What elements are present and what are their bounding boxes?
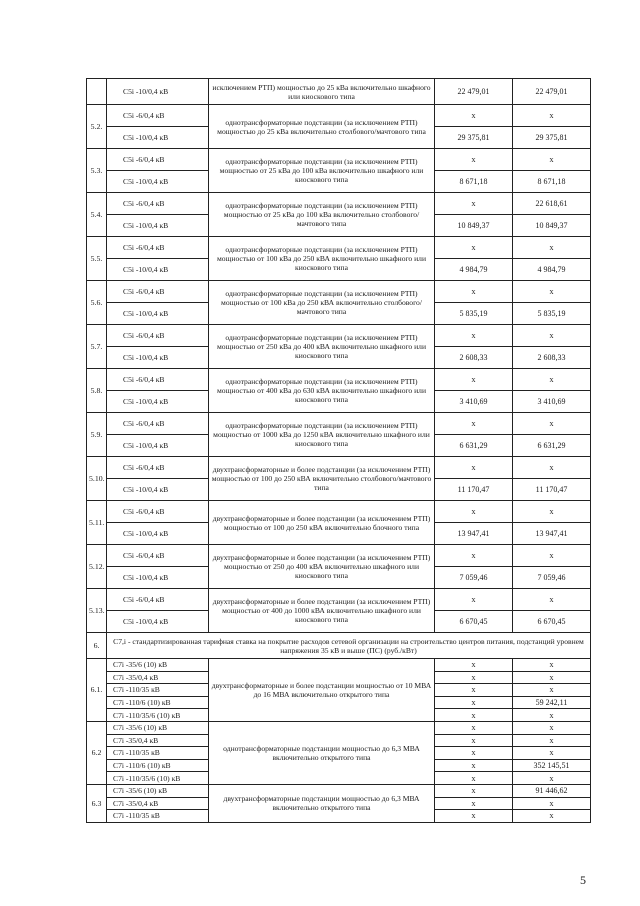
table-row bbox=[87, 281, 591, 303]
table-row bbox=[87, 659, 591, 672]
tariff-code-cell: С5i -6/0,4 кВ bbox=[107, 281, 209, 303]
description-cell: двухтрансформаторные и более подстанции (за исключением РТП) мощностью от 100 до 250 кВА включительно столбового/мачтового типа bbox=[209, 457, 435, 501]
value-cell: x bbox=[435, 149, 513, 171]
value-cell: x bbox=[435, 797, 513, 810]
value-cell: x bbox=[435, 545, 513, 567]
value-cell: x bbox=[513, 709, 591, 722]
description-cell: однотрансформаторные подстанции (за исключением РТП) мощностью от 250 кВа до 400 кВА включительно шкафного или киоскового типа bbox=[209, 325, 435, 369]
value-cell: x bbox=[435, 659, 513, 672]
value-cell: 5 835,19 bbox=[513, 303, 591, 325]
description-cell: однотрансформаторные подстанции (за исключением РТП) мощностью от 1000 кВа до 1250 кВА включительно шкафного или киоскового типа bbox=[209, 413, 435, 457]
value-cell: x bbox=[513, 457, 591, 479]
value-cell: x bbox=[435, 696, 513, 709]
value-cell: x bbox=[513, 810, 591, 823]
value-cell: x bbox=[435, 759, 513, 772]
row-number-cell: 5.6. bbox=[87, 281, 107, 325]
section-title: С7,i - стандартизированная тарифная ставка на покрытие расходов сетевой организации на строительство центров питания, подстанций уровнем напряжения 35 кВ и выше (ПС) (руб./кВт) bbox=[107, 633, 591, 659]
value-cell: x bbox=[513, 747, 591, 760]
value-cell: x bbox=[435, 237, 513, 259]
value-cell: 6 631,29 bbox=[513, 435, 591, 457]
row-number-cell: 5.11. bbox=[87, 501, 107, 545]
description-cell: однотрансформаторные подстанции (за исключением РТП) мощностью от 400 кВа до 630 кВА включительно шкафного или киоскового типа bbox=[209, 369, 435, 413]
value-cell: 3 410,69 bbox=[513, 391, 591, 413]
value-cell: x bbox=[513, 772, 591, 785]
page-number: 5 bbox=[580, 873, 586, 887]
row-number-cell: 5.7. bbox=[87, 325, 107, 369]
tariff-code-cell: С5i -10/0,4 кВ bbox=[107, 391, 209, 413]
value-cell: 7 059,46 bbox=[435, 567, 513, 589]
description-cell: однотрансформаторные подстанции мощностью до 6,3 МВА включительно открытого типа bbox=[209, 721, 435, 784]
value-cell: x bbox=[435, 734, 513, 747]
value-cell: x bbox=[513, 797, 591, 810]
table-row bbox=[87, 589, 591, 611]
row-number-cell: 5.5. bbox=[87, 237, 107, 281]
value-cell: x bbox=[435, 457, 513, 479]
tariff-code-cell: С7i -110/35 кВ bbox=[107, 747, 209, 760]
value-cell: x bbox=[513, 501, 591, 523]
value-cell: 5 835,19 bbox=[435, 303, 513, 325]
tariff-code-cell: С5i -6/0,4 кВ bbox=[107, 105, 209, 127]
description-cell: исключением РТП) мощностью до 25 кВа включительно шкафного или киоскового типа bbox=[209, 79, 435, 105]
value-cell: x bbox=[513, 237, 591, 259]
tariff-code-cell: С7i -110/6 (10) кВ bbox=[107, 696, 209, 709]
value-cell: 6 631,29 bbox=[435, 435, 513, 457]
table-row bbox=[87, 149, 591, 171]
row-number-cell: 5.4. bbox=[87, 193, 107, 237]
tariff-code-cell: С5i -6/0,4 кВ bbox=[107, 369, 209, 391]
tariff-code-cell: С5i -6/0,4 кВ bbox=[107, 325, 209, 347]
tariff-code-cell: С5i -10/0,4 кВ bbox=[107, 479, 209, 501]
value-cell: x bbox=[435, 772, 513, 785]
description-cell: двухтрансформаторные и более подстанции мощностью от 10 МВА до 16 МВА включительно открытого типа bbox=[209, 659, 435, 722]
value-cell: 29 375,81 bbox=[513, 127, 591, 149]
tariff-code-cell: С7i -110/6 (10) кВ bbox=[107, 759, 209, 772]
description-cell: двухтрансформаторные подстанции мощностью до 6,3 МВА включительно открытого типа bbox=[209, 784, 435, 822]
tariff-code-cell: С5i -10/0,4 кВ bbox=[107, 347, 209, 369]
tariff-code-cell: С5i -6/0,4 кВ bbox=[107, 457, 209, 479]
row-number-cell: 6.3 bbox=[87, 784, 107, 822]
row-number-cell: 5.10. bbox=[87, 457, 107, 501]
table-row bbox=[87, 193, 591, 215]
table-row bbox=[87, 413, 591, 435]
table-row bbox=[87, 79, 591, 105]
value-cell: 13 947,41 bbox=[513, 523, 591, 545]
table-row bbox=[87, 457, 591, 479]
value-cell: 3 410,69 bbox=[435, 391, 513, 413]
tariff-table bbox=[86, 78, 591, 823]
value-cell: x bbox=[513, 671, 591, 684]
value-cell: 6 670,45 bbox=[513, 611, 591, 633]
value-cell: 8 671,18 bbox=[513, 171, 591, 193]
tariff-code-cell: С5i -10/0,4 кВ bbox=[107, 567, 209, 589]
value-cell: 11 170,47 bbox=[513, 479, 591, 501]
row-number-cell: 5.13. bbox=[87, 589, 107, 633]
tariff-code-cell: С5i -10/0,4 кВ bbox=[107, 435, 209, 457]
value-cell: x bbox=[513, 105, 591, 127]
tariff-code-cell: С7i -110/35 кВ bbox=[107, 684, 209, 697]
tariff-code-cell: С5i -10/0,4 кВ bbox=[107, 259, 209, 281]
description-cell: двухтрансформаторные и более подстанции (за исключением РТП) мощностью от 250 до 400 кВА включительно шкафного или киоскового типа bbox=[209, 545, 435, 589]
description-cell: однотрансформаторные подстанции (за исключением РТП) мощностью от 100 кВа до 250 кВА включительно столбового/мачтового типа bbox=[209, 281, 435, 325]
tariff-code-cell: С5i -6/0,4 кВ bbox=[107, 545, 209, 567]
value-cell: 2 608,33 bbox=[513, 347, 591, 369]
tariff-code-cell: С5i -6/0,4 кВ bbox=[107, 193, 209, 215]
tariff-code-cell: С5i -10/0,4 кВ bbox=[107, 611, 209, 633]
table-row bbox=[87, 721, 591, 734]
value-cell: x bbox=[513, 545, 591, 567]
description-cell: однотрансформаторные подстанции (за исключением РТП) мощностью до 25 кВа включительно столбового/мачтового типа bbox=[209, 105, 435, 149]
row-number-cell: 5.2. bbox=[87, 105, 107, 149]
tariff-code-cell: С5i -6/0,4 кВ bbox=[107, 149, 209, 171]
row-number-cell: 5.12. bbox=[87, 545, 107, 589]
value-cell: x bbox=[435, 810, 513, 823]
tariff-code-cell: С5i -10/0,4 кВ bbox=[107, 127, 209, 149]
description-cell: однотрансформаторные подстанции (за исключением РТП) мощностью от 25 кВа до 100 кВа включительно шкафного или киоскового типа bbox=[209, 149, 435, 193]
tariff-code-cell: С5i -6/0,4 кВ bbox=[107, 501, 209, 523]
value-cell: 22 479,01 bbox=[435, 79, 513, 105]
value-cell: 22 618,61 bbox=[513, 193, 591, 215]
tariff-code-cell: С7i -35/6 (10) кВ bbox=[107, 784, 209, 797]
description-cell: однотрансформаторные подстанции (за исключением РТП) мощностью от 25 кВа до 100 кВа включительно столбового/мачтового типа bbox=[209, 193, 435, 237]
tariff-code-cell: С7i -35/0,4 кВ bbox=[107, 671, 209, 684]
tariff-code-cell: С7i -110/35/6 (10) кВ bbox=[107, 709, 209, 722]
value-cell: x bbox=[435, 721, 513, 734]
row-number-cell: 6. bbox=[87, 633, 107, 659]
value-cell: x bbox=[435, 105, 513, 127]
table-row bbox=[87, 237, 591, 259]
tariff-code-cell: С5i -10/0,4 кВ bbox=[107, 79, 209, 105]
value-cell: 4 984,79 bbox=[435, 259, 513, 281]
tariff-code-cell: С7i -35/0,4 кВ bbox=[107, 734, 209, 747]
row-number-cell bbox=[87, 79, 107, 105]
value-cell: x bbox=[435, 281, 513, 303]
value-cell: 13 947,41 bbox=[435, 523, 513, 545]
tariff-code-cell: С5i -6/0,4 кВ bbox=[107, 237, 209, 259]
row-number-cell: 6.2 bbox=[87, 721, 107, 784]
value-cell: x bbox=[435, 709, 513, 722]
table-row bbox=[87, 501, 591, 523]
tariff-code-cell: С7i -110/35 кВ bbox=[107, 810, 209, 823]
value-cell: x bbox=[435, 589, 513, 611]
value-cell: x bbox=[435, 747, 513, 760]
section-header-row bbox=[87, 633, 591, 659]
value-cell: 352 145,51 bbox=[513, 759, 591, 772]
table-row bbox=[87, 105, 591, 127]
value-cell: x bbox=[435, 325, 513, 347]
row-number-cell: 5.9. bbox=[87, 413, 107, 457]
value-cell: x bbox=[435, 413, 513, 435]
value-cell: 22 479,01 bbox=[513, 79, 591, 105]
value-cell: 11 170,47 bbox=[435, 479, 513, 501]
tariff-code-cell: С5i -6/0,4 кВ bbox=[107, 589, 209, 611]
value-cell: x bbox=[513, 413, 591, 435]
value-cell: x bbox=[513, 659, 591, 672]
value-cell: 10 849,37 bbox=[513, 215, 591, 237]
value-cell: 8 671,18 bbox=[435, 171, 513, 193]
table-row bbox=[87, 784, 591, 797]
value-cell: x bbox=[513, 721, 591, 734]
value-cell: x bbox=[435, 671, 513, 684]
table-row bbox=[87, 545, 591, 567]
description-cell: двухтрансформаторные и более подстанции (за исключением РТП) мощностью от 400 до 1000 кВА включительно шкафного или киоскового типа bbox=[209, 589, 435, 633]
value-cell: x bbox=[435, 684, 513, 697]
tariff-code-cell: С7i -35/0,4 кВ bbox=[107, 797, 209, 810]
description-cell: однотрансформаторные подстанции (за исключением РТП) мощностью от 100 кВа до 250 кВА включительно шкафного или киоскового типа bbox=[209, 237, 435, 281]
value-cell: x bbox=[513, 369, 591, 391]
value-cell: x bbox=[435, 369, 513, 391]
tariff-code-cell: С5i -10/0,4 кВ bbox=[107, 303, 209, 325]
tariff-code-cell: С7i -110/35/6 (10) кВ bbox=[107, 772, 209, 785]
value-cell: x bbox=[513, 149, 591, 171]
row-number-cell: 5.3. bbox=[87, 149, 107, 193]
tariff-code-cell: С5i -6/0,4 кВ bbox=[107, 413, 209, 435]
row-number-cell: 5.8. bbox=[87, 369, 107, 413]
tariff-code-cell: С7i -35/6 (10) кВ bbox=[107, 721, 209, 734]
value-cell: 10 849,37 bbox=[435, 215, 513, 237]
value-cell: 59 242,11 bbox=[513, 696, 591, 709]
value-cell: x bbox=[513, 684, 591, 697]
value-cell: x bbox=[513, 734, 591, 747]
tariff-code-cell: С5i -10/0,4 кВ bbox=[107, 215, 209, 237]
row-number-cell: 6.1. bbox=[87, 659, 107, 722]
value-cell: 6 670,45 bbox=[435, 611, 513, 633]
value-cell: x bbox=[513, 325, 591, 347]
value-cell: x bbox=[513, 589, 591, 611]
tariff-code-cell: С7i -35/6 (10) кВ bbox=[107, 659, 209, 672]
value-cell: x bbox=[435, 193, 513, 215]
table-row bbox=[87, 369, 591, 391]
value-cell: 2 608,33 bbox=[435, 347, 513, 369]
value-cell: x bbox=[435, 501, 513, 523]
value-cell: x bbox=[513, 281, 591, 303]
tariff-code-cell: С5i -10/0,4 кВ bbox=[107, 171, 209, 193]
tariff-code-cell: С5i -10/0,4 кВ bbox=[107, 523, 209, 545]
value-cell: 4 984,79 bbox=[513, 259, 591, 281]
value-cell: x bbox=[435, 784, 513, 797]
value-cell: 7 059,46 bbox=[513, 567, 591, 589]
value-cell: 91 446,62 bbox=[513, 784, 591, 797]
table-row bbox=[87, 325, 591, 347]
description-cell: двухтрансформаторные и более подстанции (за исключением РТП) мощностью от 100 до 250 кВА включительно блочного типа bbox=[209, 501, 435, 545]
value-cell: 29 375,81 bbox=[435, 127, 513, 149]
